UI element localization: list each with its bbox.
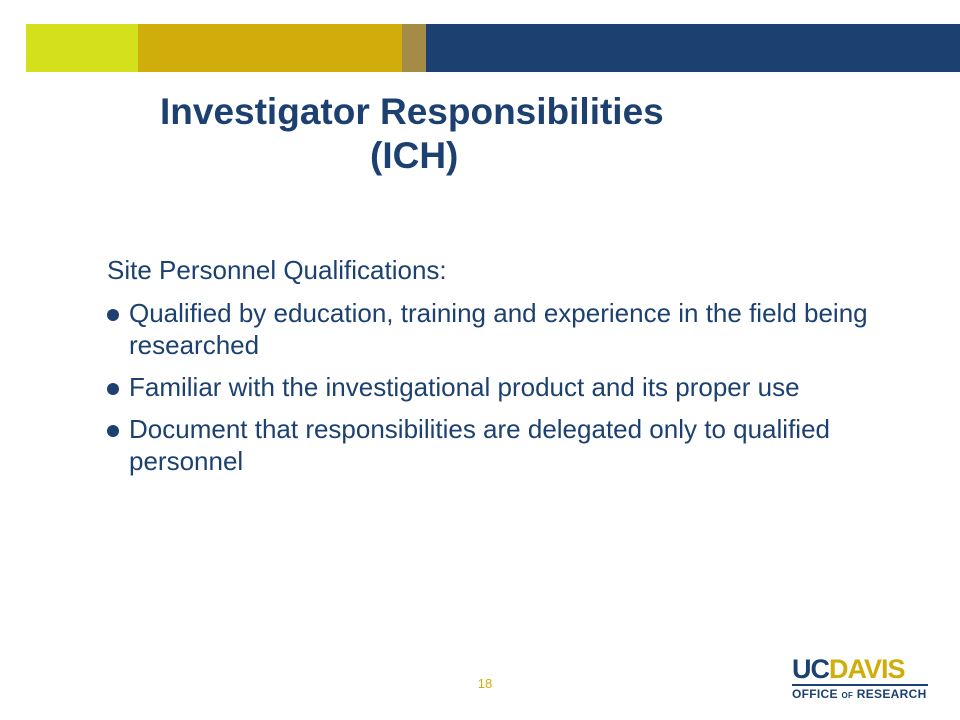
bullet-item <box>107 297 907 361</box>
logo-office-text: OFFICE <box>792 687 842 701</box>
slide-body <box>107 254 907 487</box>
header-bar-gold <box>138 24 402 72</box>
ucdavis-office-of-research-logo <box>792 656 930 702</box>
logo-rule <box>792 684 928 686</box>
logo-uc-text: UC <box>792 654 829 684</box>
header-bar-bronze <box>402 24 426 72</box>
logo-wordmark <box>792 656 905 682</box>
bullet-item <box>107 413 907 477</box>
slide-title <box>150 90 810 178</box>
bullet-dot-icon <box>107 383 119 395</box>
header-bar-blue <box>426 24 960 72</box>
page-number: 18 <box>477 676 493 691</box>
bullet-text: Document that responsibilities are delegated only to qualified personnel <box>129 414 830 476</box>
logo-davis-text: DAVIS <box>829 654 905 684</box>
logo-subtitle <box>792 687 927 701</box>
bullet-list <box>107 297 907 477</box>
logo-research-text: RESEARCH <box>853 687 927 701</box>
bullet-dot-icon <box>107 309 119 321</box>
header-bar-lime <box>26 24 138 72</box>
slide-title-line-2: (ICH) <box>370 135 459 176</box>
section-subheading: Site Personnel Qualifications: <box>107 255 447 285</box>
logo-of-text: OF <box>841 691 854 700</box>
bullet-item <box>107 371 907 403</box>
bullet-text: Qualified by education, training and experience in the field being researched <box>129 298 868 360</box>
bullet-dot-icon <box>107 425 119 437</box>
slide-title-line-1: Investigator Responsibilities <box>160 91 664 132</box>
bullet-text: Familiar with the investigational product and its proper use <box>129 372 800 402</box>
